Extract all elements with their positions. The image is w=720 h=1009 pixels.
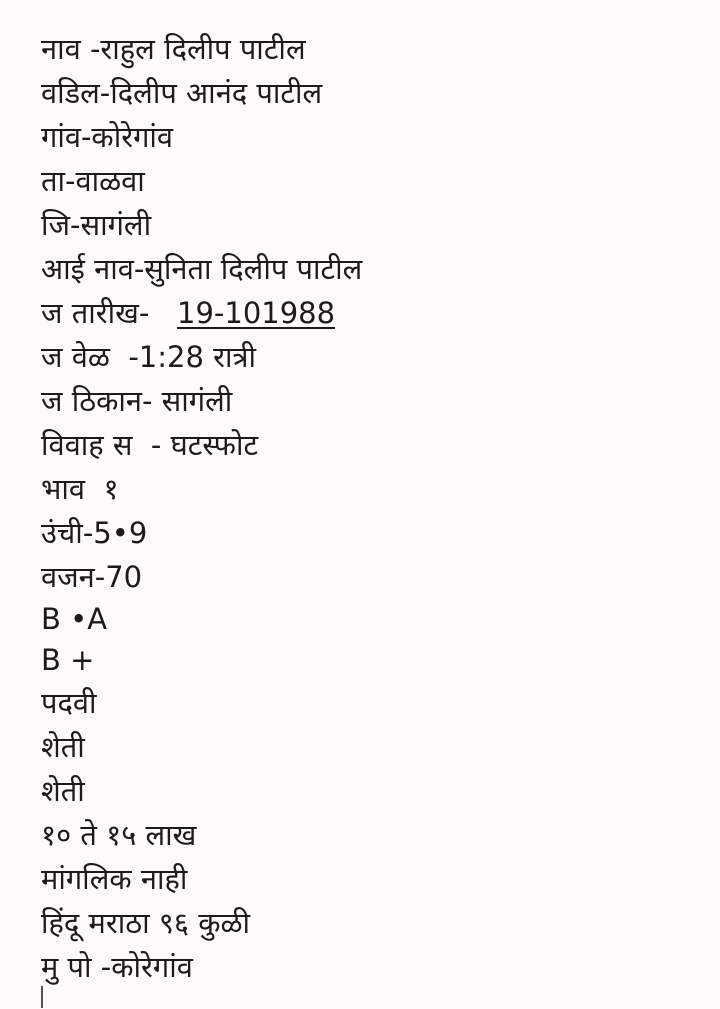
- text-line-marital-status: विवाह स - घटस्फोट: [41, 428, 259, 462]
- text-line-taluka: ता-वाळवा: [41, 164, 145, 198]
- document-body[interactable]: [41, 27, 701, 989]
- text-cursor: [41, 986, 43, 1008]
- text-line-district: जि-सागंली: [41, 208, 152, 242]
- text-line-occupation-2: शेती: [41, 774, 85, 808]
- text-line-birth-date: [41, 291, 701, 335]
- text-line-occupation: शेती: [41, 730, 85, 764]
- text-line-siblings: भाव १: [41, 472, 119, 506]
- text-line-education: B •A: [41, 602, 108, 636]
- text-line-village: गांव-कोरेगांव: [41, 120, 174, 154]
- birth-date-label: ज तारीख-: [41, 296, 177, 330]
- text-line-birth-time: ज वेळ -1:28 रात्री: [41, 340, 257, 374]
- text-line-blood-group: B +: [41, 643, 95, 677]
- text-line-income: १० ते १५ लाख: [41, 818, 197, 852]
- text-line-birth-place: ज ठिकान- सागंली: [41, 384, 233, 418]
- text-line-father: वडिल-दिलीप आनंद पाटील: [41, 76, 323, 110]
- text-line-height: उंची-5•9: [41, 516, 148, 550]
- text-line-caste: हिंदू मराठा ९६ कुळी: [41, 906, 251, 940]
- text-line-name: नाव -राहुल दिलीप पाटील: [41, 32, 306, 66]
- text-line-manglik: मांगलिक नाही: [41, 862, 188, 896]
- text-line-mother: आई नाव-सुनिता दिलीप पाटील: [41, 252, 363, 286]
- text-line-weight: वजन-70: [41, 560, 143, 594]
- birth-date-value: 19-101988: [177, 296, 336, 330]
- text-line-address: मु पो -कोरेगांव: [41, 950, 193, 984]
- text-line-degree: पदवी: [41, 686, 97, 720]
